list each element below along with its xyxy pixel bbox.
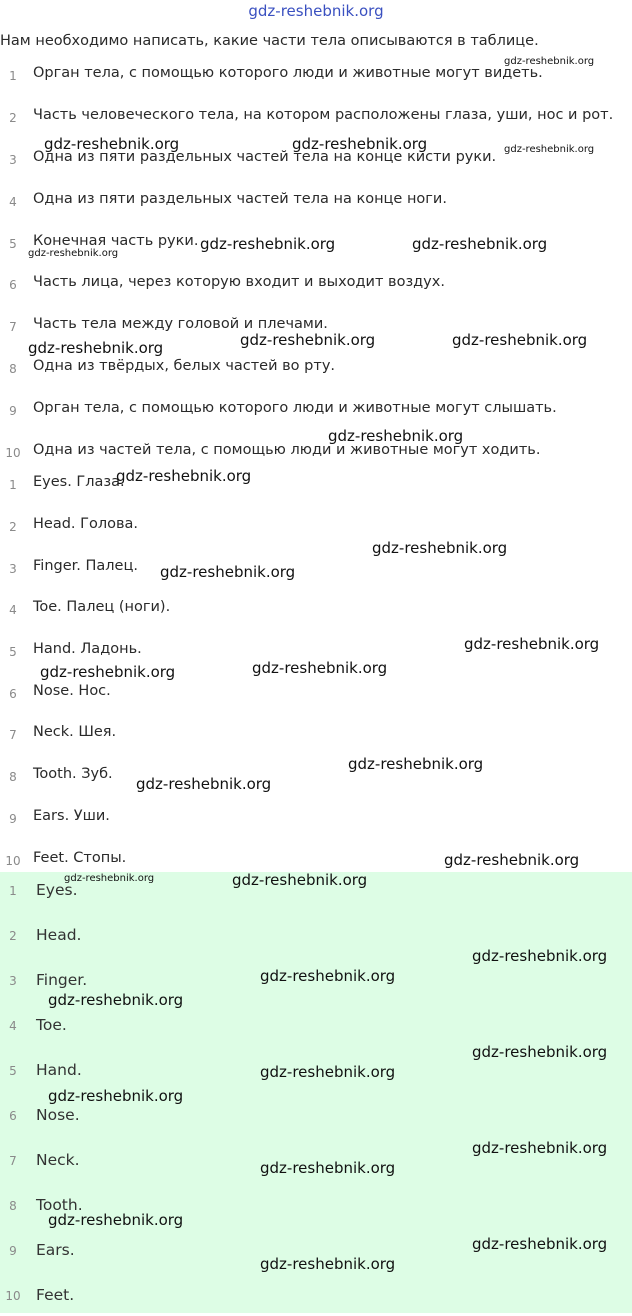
item-text: Одна из пяти раздельных частей тела на конце кисти руки. bbox=[33, 149, 497, 165]
list-item bbox=[0, 806, 632, 836]
item-text: Одна из твёрдых, белых частей во рту. bbox=[33, 358, 336, 374]
intro-text: Нам необходимо написать, какие части тела описываются в таблице. bbox=[0, 33, 539, 49]
item-number: 4 bbox=[9, 195, 17, 209]
watermark: gdz-reshebnik.org bbox=[452, 331, 588, 349]
list-item bbox=[0, 1016, 632, 1046]
watermark: gdz-reshebnik.org bbox=[40, 663, 176, 681]
item-number: 9 bbox=[9, 404, 17, 418]
item-number: 1 bbox=[9, 884, 17, 898]
list-item bbox=[0, 1286, 632, 1316]
watermark: gdz-reshebnik.org bbox=[504, 56, 595, 67]
item-number: 2 bbox=[9, 929, 17, 943]
item-number: 8 bbox=[9, 1199, 17, 1213]
watermark: gdz-reshebnik.org bbox=[48, 1087, 184, 1105]
item-number: 10 bbox=[5, 446, 21, 460]
item-text: Орган тела, с помощью которого люди и животные могут слышать. bbox=[33, 400, 557, 416]
item-number: 7 bbox=[9, 320, 17, 334]
watermark: gdz-reshebnik.org bbox=[160, 563, 296, 581]
item-text: Finger. bbox=[36, 971, 88, 989]
item-number: 6 bbox=[9, 687, 17, 701]
item-text: Tooth. Зуб. bbox=[33, 766, 113, 782]
watermark: gdz-reshebnik.org bbox=[348, 755, 484, 773]
watermark: gdz-reshebnik.org bbox=[44, 135, 180, 153]
watermark: gdz-reshebnik.org bbox=[292, 135, 428, 153]
watermark: gdz-reshebnik.org bbox=[240, 331, 376, 349]
list-item bbox=[0, 681, 632, 711]
list-item bbox=[0, 272, 632, 302]
item-text: Hand. Ладонь. bbox=[33, 641, 142, 657]
item-text: Часть человеческого тела, на котором расположены глаза, уши, нос и рот. bbox=[33, 107, 614, 123]
list-item bbox=[0, 440, 632, 470]
watermark: gdz-reshebnik.org bbox=[472, 947, 608, 965]
item-text: Head. Голова. bbox=[33, 516, 139, 532]
list-item bbox=[0, 398, 632, 428]
item-text: Eyes. bbox=[36, 881, 78, 899]
list-item bbox=[0, 105, 632, 135]
item-number: 3 bbox=[9, 562, 17, 576]
item-number: 4 bbox=[9, 1019, 17, 1033]
list-item bbox=[0, 189, 632, 219]
item-number: 1 bbox=[9, 478, 17, 492]
watermark: gdz-reshebnik.org bbox=[260, 1255, 396, 1273]
list-item bbox=[0, 597, 632, 627]
item-number: 3 bbox=[9, 153, 17, 167]
watermark: gdz-reshebnik.org bbox=[444, 851, 580, 869]
item-text: Finger. Палец. bbox=[33, 558, 138, 574]
item-text: Часть лица, через которую входит и выходит воздух. bbox=[33, 274, 445, 290]
item-number: 2 bbox=[9, 520, 17, 534]
watermark: gdz-reshebnik.org bbox=[260, 1063, 396, 1081]
item-text: Nose. Нос. bbox=[33, 683, 111, 699]
item-text: Конечная часть руки. bbox=[33, 233, 199, 249]
list-item bbox=[0, 63, 632, 93]
item-text: Neck. bbox=[36, 1151, 80, 1169]
list-item bbox=[0, 722, 632, 752]
item-text: Орган тела, с помощью которого люди и животные могут видеть. bbox=[33, 65, 543, 81]
watermark: gdz-reshebnik.org bbox=[260, 1159, 396, 1177]
item-number: 8 bbox=[9, 362, 17, 376]
item-number: 6 bbox=[9, 278, 17, 292]
item-number: 6 bbox=[9, 1109, 17, 1123]
watermark: gdz-reshebnik.org bbox=[472, 1139, 608, 1157]
item-number: 10 bbox=[5, 1289, 21, 1303]
item-text: Одна из частей тела, с помощью люди и животные могут ходить. bbox=[33, 442, 541, 458]
watermark: gdz-reshebnik.org bbox=[328, 427, 464, 445]
item-number: 4 bbox=[9, 603, 17, 617]
item-number: 9 bbox=[9, 812, 17, 826]
watermark: gdz-reshebnik.org bbox=[116, 467, 252, 485]
item-text: Feet. bbox=[36, 1286, 75, 1304]
watermark: gdz-reshebnik.org bbox=[136, 775, 272, 793]
item-number: 1 bbox=[9, 69, 17, 83]
item-text: Hand. bbox=[36, 1061, 82, 1079]
watermark: gdz-reshebnik.org bbox=[472, 1235, 608, 1253]
list-item bbox=[0, 1106, 632, 1136]
watermark: gdz-reshebnik.org bbox=[200, 235, 336, 253]
watermark: gdz-reshebnik.org bbox=[28, 339, 164, 357]
watermark: gdz-reshebnik.org bbox=[64, 873, 155, 884]
watermark: gdz-reshebnik.org bbox=[232, 871, 368, 889]
item-number: 5 bbox=[9, 1064, 17, 1078]
item-number: 7 bbox=[9, 728, 17, 742]
list-item bbox=[0, 472, 632, 502]
list-item bbox=[0, 356, 632, 386]
item-number: 7 bbox=[9, 1154, 17, 1168]
list-item bbox=[0, 514, 632, 544]
list-item bbox=[0, 556, 632, 586]
item-number: 10 bbox=[5, 854, 21, 868]
watermark: gdz-reshebnik.org bbox=[48, 1211, 184, 1229]
item-text: Toe. Палец (ноги). bbox=[33, 599, 171, 615]
watermark: gdz-reshebnik.org bbox=[412, 235, 548, 253]
item-text: Ears. Уши. bbox=[33, 808, 110, 824]
item-number: 3 bbox=[9, 974, 17, 988]
item-text: Ears. bbox=[36, 1241, 75, 1259]
item-text: Nose. bbox=[36, 1106, 80, 1124]
watermark: gdz-reshebnik.org bbox=[372, 539, 508, 557]
watermark: gdz-reshebnik.org bbox=[464, 635, 600, 653]
watermark: gdz-reshebnik.org bbox=[504, 144, 595, 155]
item-text: Toe. bbox=[36, 1016, 67, 1034]
item-text: Neck. Шея. bbox=[33, 724, 117, 740]
watermark: gdz-reshebnik.org bbox=[48, 991, 184, 1009]
watermark: gdz-reshebnik.org bbox=[252, 659, 388, 677]
item-number: 2 bbox=[9, 111, 17, 125]
item-text: Одна из пяти раздельных частей тела на конце ноги. bbox=[33, 191, 447, 207]
item-text: Feet. Стопы. bbox=[33, 850, 127, 866]
item-number: 5 bbox=[9, 237, 17, 251]
item-number: 5 bbox=[9, 645, 17, 659]
watermark: gdz-reshebnik.org bbox=[472, 1043, 608, 1061]
item-number: 9 bbox=[9, 1244, 17, 1258]
watermark: gdz-reshebnik.org bbox=[28, 248, 119, 259]
list-item bbox=[0, 764, 632, 794]
watermark: gdz-reshebnik.org bbox=[260, 967, 396, 985]
item-text: Tooth. bbox=[36, 1196, 83, 1214]
item-number: 8 bbox=[9, 770, 17, 784]
item-text: Eyes. Глаза. bbox=[33, 474, 125, 490]
site-header[interactable]: gdz-reshebnik.org bbox=[248, 2, 384, 20]
item-text: Head. bbox=[36, 926, 82, 944]
item-text: Часть тела между головой и плечами. bbox=[33, 316, 328, 332]
